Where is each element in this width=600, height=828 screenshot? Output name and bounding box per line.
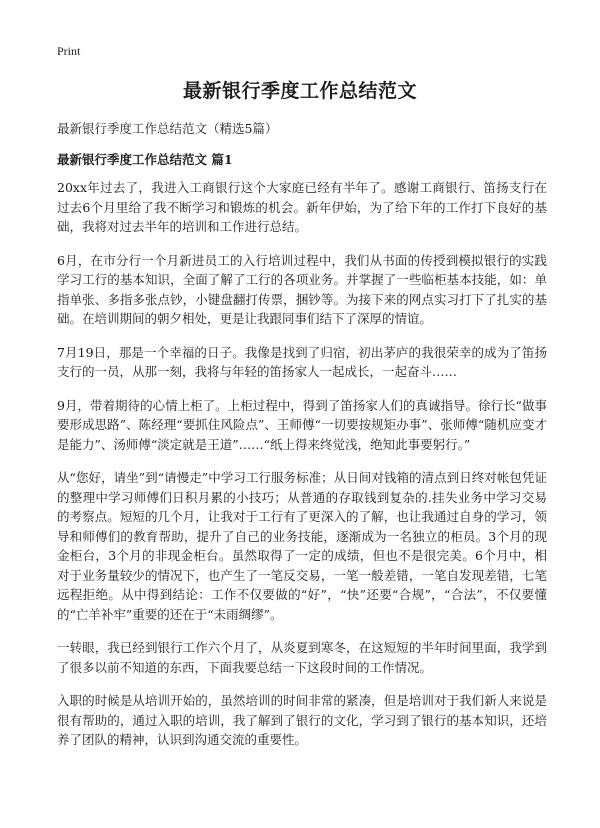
document-body (57, 178, 547, 764)
paragraph-2: 6月，在市分行一个月新进员工的入行培训过程中，我们从书面的传授到模拟银行的实践学习工行的基本知识，全面了解了工行的各项业务。并掌握了一些临柜基本技能，如：单指单张、多指多张点钞，小键盘翻打传票，捆钞等。为接下来的网点实习打下了扎实的基础。在培训期间的朝夕相处，更是让我跟同事们结下了深厚的情谊。 (57, 252, 547, 326)
paragraph-4: 9月，带着期待的心情上柜了。上柜过程中，得到了笛扬家人们的真诚指导。徐行长“做事要形成思路”、陈经理“要抓住风险点”、王师傅“一切要按规矩办事”、张师傅“随机应变才是能力”、汤师傅“淡定就是王道”……“纸上得来终觉浅，绝知此事要躬行。” (57, 397, 547, 452)
paragraph-3: 7月19日，那是一个幸福的日子。我像是找到了归宿，初出茅庐的我很荣幸的成为了笛扬支行的一员，从那一刻，我将与年轻的笛扬家人一起成长，一起奋斗…… (57, 344, 547, 379)
document-title: 最新银行季度工作总结范文 (182, 80, 417, 102)
paragraph-7: 入职的时候是从培训开始的，虽然培训的时间非常的紧凑，但是培训对于我们新人来说是很有帮助的，通过入职的培训，我了解到了银行的文化，学习到了银行的基本知识，还培养了团队的精神，认识到沟通交流的重要性。 (57, 693, 547, 747)
paragraph-6: 一转眼，我已经到银行工作六个月了，从炎夏到寒冬，在这短短的半年时间里面，我学到了很多以前不知道的东西，下面我要总结一下这段时间的工作情况。 (57, 640, 547, 675)
paragraph-5: 从“您好，请坐”到“请慢走”中学习工行服务标准；从日间对钱箱的清点到日终对帐包凭证的整理中学习师傅们日积月累的小技巧；从普通的存取钱到复杂的.挂失业务中学习交易的考察点。短短的几个月，让我对于工行有了更深入的了解，也让我通过自身的学习，领导和师傅们的教育帮助，提升了自己的业务技能，逐渐成为一名独立的柜员。3个月的现金柜台，3个月的非现金柜台。虽然取得了一定的成绩，但也不是很完美。6个月中，相对于业务量较少的情况下，也产生了一笔反交易，一笔一般差错，一笔自发现差错，七笔远程拒绝。从中得到结论：工作不仅要做的“好”，“快”还要“合规”，“合法”，不仅要懂的“亡羊补牢”重要的还在于“未雨绸缪”。 (57, 470, 547, 622)
print-link[interactable]: Print (57, 44, 81, 58)
section-heading: 最新银行季度工作总结范文 篇1 (57, 152, 233, 167)
paragraph-1: 20xx年过去了，我进入工商银行这个大家庭已经有半年了。感谢工商银行、笛扬支行在过去6个月里给了我不断学习和锻炼的机会。新年伊始，为了给下年的工作打下良好的基础，我将对过去半年的培训和工作进行总结。 (57, 180, 547, 234)
document-subtitle: 最新银行季度工作总结范文（精选5篇） (57, 121, 278, 136)
